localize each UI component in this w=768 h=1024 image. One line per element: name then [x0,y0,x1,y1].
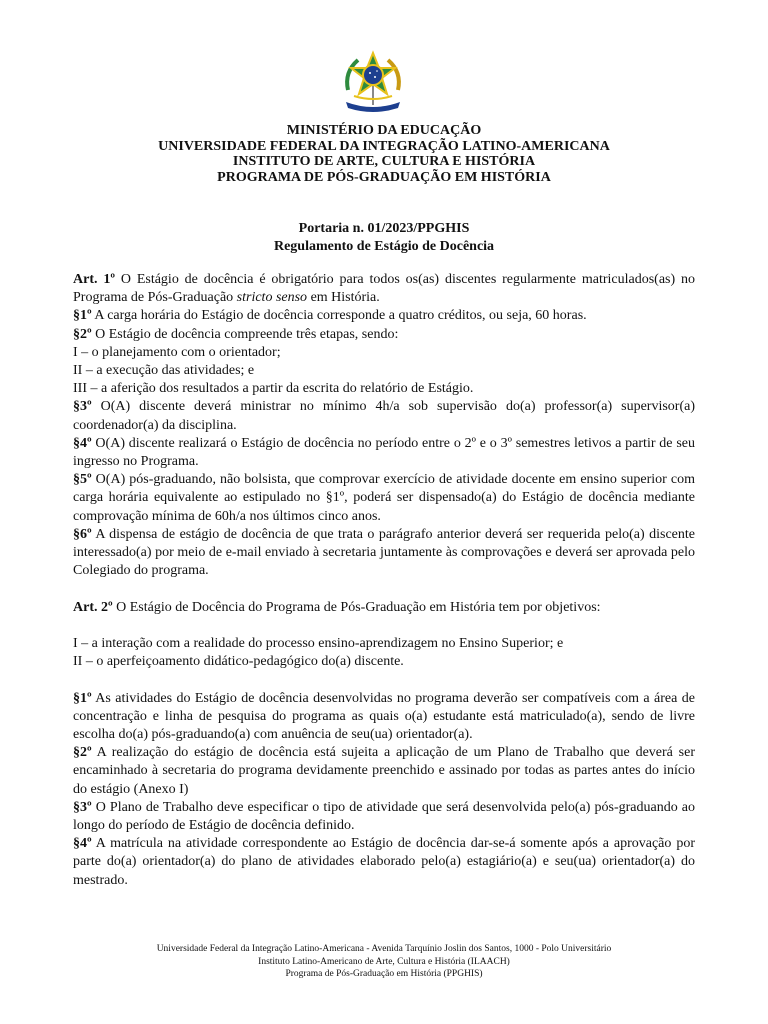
article-label: Art. 2º [73,599,113,615]
page-footer [60,943,708,981]
paragraph-label: §3º [73,399,92,415]
paragraph-label: §2º [73,326,92,342]
paragraph-label: §1º [73,308,92,324]
article-1 [73,271,695,307]
document-body [73,271,695,890]
document-title-block [60,220,708,256]
paragraph [73,526,695,581]
list-item: III – a aferição dos resultados a partir da escrita do relatório de Estágio. [73,381,474,397]
paragraph-text: As atividades do Estágio de docência desenvolvidas no programa deverão ser compatíveis com a área de concentração e linha de pesquisa do programa as quais o(a) estudante está matriculado(a), sendo de livre escolha do(a) pós-graduando(a) com anuência de seu(ua) orientador(a). [73,690,695,743]
paragraph-text: O Plano de Trabalho deve especificar o tipo de atividade que será desenvolvida pelo(a) pós-graduando ao longo do período de Estágio de docência definido. [73,799,695,834]
article-2 [73,599,695,617]
institution-header [60,123,708,185]
italic-term: stricto senso [236,290,308,306]
portaria-title: Portaria n. 01/2023/PPGHIS [298,221,470,236]
footer-address: Universidade Federal da Integração Latino-Americana - Avenida Tarquínio Joslin dos Santos, 1000 - Polo Universitário [156,944,612,954]
paragraph [73,690,695,745]
article-text: O Estágio de docência é obrigatório para todos os(as) discentes regularmente matriculados(as) no Programa de Pós-Graduação [73,272,696,306]
paragraph-text: A matrícula na atividade correspondente ao Estágio de docência dar-se-á somente após a aprovação por parte do(a) orientador(a) do plano de atividades elaborado pelo(a) estagiário(a) e seu(ua) orientador(a) do mestrado. [73,836,695,888]
university-line: UNIVERSIDADE FEDERAL DA INTEGRAÇÃO LATINO-AMERICANA [158,138,610,154]
paragraph-label: §3º [73,799,92,815]
article-text: em História. [307,290,380,306]
paragraph-label: §6º [73,526,92,542]
paragraph-text: O(A) discente deverá ministrar no mínimo 4h/a sob supervisão do(a) professor(a) supervisor(a) coordenador(a) da disciplina. [73,399,695,433]
paragraph-label: §4º [73,435,92,451]
paragraph [73,799,695,835]
list-item: I – a interação com a realidade do processo ensino-aprendizagem no Ensino Superior; e [73,636,564,652]
list-item: I – o planejamento com o orientador; [73,344,281,360]
paragraph-text: A realização do estágio de docência está sujeita a aplicação de um Plano de Trabalho que deverá ser encaminhado à secretaria do programa devidamente preenchido e assinado por todas as partes antes do início do estágio (Anexo I) [73,745,695,797]
list-item: II – o aperfeiçoamento didático-pedagógico do(a) discente. [73,654,404,670]
paragraph-label: §4º [73,836,92,852]
paragraph-text: A dispensa de estágio de docência de que trata o parágrafo anterior deverá ser requerida pelo(a) discente interessado(a) por meio de e-mail enviado à secretaria juntamente às comprovações e deverá ser aprovada pelo Colegiado do programa. [73,526,695,579]
list-item: II – a execução das atividades; e [73,363,255,379]
footer-program: Programa de Pós-Graduação em História (PPGHIS) [285,969,483,979]
paragraph-label: §2º [73,745,92,761]
paragraph-text: O Estágio de docência compreende três etapas, sendo: [91,326,399,342]
paragraph [73,471,695,526]
footer-institute: Instituto Latino-Americano de Arte, Cultura e História (ILAACH) [258,956,510,967]
article-label: Art. 1º [73,272,115,287]
article-text: O Estágio de Docência do Programa de Pós-Graduação em História tem por objetivos: [112,599,601,615]
institute-line: INSTITUTO DE ARTE, CULTURA E HISTÓRIA [232,154,536,169]
paragraph-text: A carga horária do Estágio de docência corresponde a quatro créditos, ou seja, 60 horas. [91,308,587,324]
program-line: PROGRAMA DE PÓS-GRADUAÇÃO EM HISTÓRIA [217,169,551,185]
regulation-title: Regulamento de Estágio de Docência [273,239,495,254]
paragraph [73,744,695,799]
paragraph [73,307,695,325]
paragraph [73,835,695,890]
brazil-coat-of-arms-icon [334,50,412,116]
ministry-line: MINISTÉRIO DA EDUCAÇÃO [286,123,482,138]
paragraph-label: §5º [73,472,92,488]
paragraph-text: O(A) discente realizará o Estágio de docência no período entre o 2º e o 3º semestres letivos a partir de seu ingresso no Programa. [73,435,695,470]
paragraph [73,398,695,434]
paragraph [73,435,695,471]
paragraph [73,326,695,344]
paragraph-text: O(A) pós-graduando, não bolsista, que comprovar exercício de atividade docente em ensino superior com carga horária equivalente ao estipulado no §1º, poderá ser dispensado(a) do Estágio de docência mediante comprovação mínima de 60h/a nos últimos cinco anos. [73,472,695,524]
paragraph-label: §1º [73,690,92,706]
